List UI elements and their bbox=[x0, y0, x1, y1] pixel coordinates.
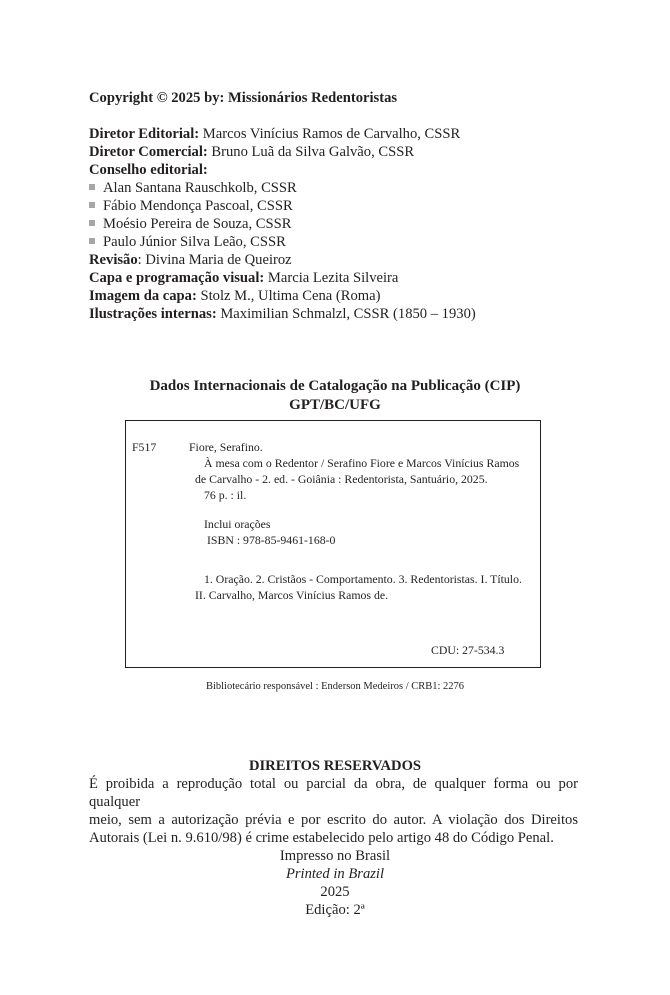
bullet-icon bbox=[89, 238, 95, 244]
credit-ilustracoes bbox=[89, 305, 476, 323]
bullet-icon bbox=[89, 202, 95, 208]
conselho-member bbox=[89, 179, 297, 197]
cip-note: Inclui orações bbox=[204, 517, 271, 531]
credit-label: Diretor Editorial: bbox=[89, 126, 200, 142]
credit-conselho bbox=[89, 161, 208, 179]
member-name: Fábio Mendonça Pascoal, CSSR bbox=[103, 198, 293, 214]
cip-title-line: À mesa com o Redentor / Serafino Fiore e Marcos Vinícius Ramos bbox=[204, 456, 520, 470]
credit-imagem bbox=[89, 287, 380, 305]
rights-line: É proibida a reprodução total ou parcial da obra, de qualquer forma ou por qualquer bbox=[89, 776, 578, 810]
conselho-member bbox=[89, 197, 293, 215]
cip-subjects: II. Carvalho, Marcos Vinícius Ramos de. bbox=[195, 588, 389, 602]
printed-in-pt: Impresso no Brasil bbox=[279, 848, 391, 864]
printed-in-en-text: Printed in Brazil bbox=[285, 866, 385, 882]
copyright-line bbox=[89, 89, 397, 107]
cip-pages: 76 p. : il. bbox=[204, 488, 247, 502]
rights-text bbox=[89, 775, 578, 847]
credit-value: Marcia Lezita Silveira bbox=[264, 270, 399, 286]
cip-author: Fiore, Serafino. bbox=[189, 440, 263, 454]
edition: Edição: 2ª bbox=[305, 902, 365, 918]
credit-label: Diretor Comercial: bbox=[89, 144, 208, 160]
cip-cdu: CDU: 27-534.3 bbox=[431, 643, 505, 657]
credit-value: Bruno Luã da Silva Galvão, CSSR bbox=[207, 144, 415, 160]
member-name: Alan Santana Rauschkolb, CSSR bbox=[103, 180, 297, 196]
cip-subtitle: GPT/BC/UFG bbox=[289, 397, 381, 413]
credit-revisao bbox=[89, 251, 292, 269]
conselho-member bbox=[89, 233, 286, 251]
member-name: Moésio Pereira de Souza, CSSR bbox=[103, 216, 292, 232]
rights-title: DIREITOS RESERVADOS bbox=[248, 758, 422, 774]
cip-title-line: de Carvalho - 2. ed. - Goiânia : Redentorista, Santuário, 2025. bbox=[195, 472, 488, 486]
credit-label: Conselho editorial: bbox=[89, 162, 208, 178]
credit-capa bbox=[89, 269, 398, 287]
credit-value: Stolz M., Ultima Cena (Roma) bbox=[196, 288, 381, 304]
credit-value: Maximilian Schmalzl, CSSR (1850 – 1930) bbox=[216, 306, 476, 322]
credit-value: Marcos Vinícius Ramos de Carvalho, CSSR bbox=[199, 126, 461, 142]
librarian-credit: Bibliotecário responsável : Enderson Medeiros / CRB1: 2276 bbox=[205, 681, 465, 692]
cip-isbn: ISBN : 978-85-9461-168-0 bbox=[207, 533, 336, 547]
conselho-member bbox=[89, 215, 292, 233]
cip-code: F517 bbox=[132, 440, 157, 454]
member-name: Paulo Júnior Silva Leão, CSSR bbox=[103, 234, 286, 250]
credit-value: : Divina Maria de Queiroz bbox=[137, 252, 292, 268]
cip-title: Dados Internacionais de Catalogação na Publicação (CIP) bbox=[149, 378, 521, 394]
credit-label: Revisão bbox=[89, 252, 138, 268]
cip-subjects: 1. Oração. 2. Cristãos - Comportamento. 3. Redentoristas. I. Título. bbox=[204, 572, 522, 586]
credit-diretor-comercial bbox=[89, 143, 414, 161]
copyright-text: Copyright © 2025 by: Missionários Redentoristas bbox=[89, 90, 398, 106]
year: 2025 bbox=[320, 884, 350, 900]
credit-label: Ilustrações internas: bbox=[89, 306, 217, 322]
credit-diretor-editorial bbox=[89, 125, 460, 143]
rights-line: Autorais (Lei n. 9.610/98) é crime estabelecido pelo artigo 48 do Código Penal. bbox=[89, 830, 554, 846]
printed-in-en bbox=[0, 865, 670, 883]
credit-label: Imagem da capa: bbox=[89, 288, 197, 304]
credit-label: Capa e programação visual: bbox=[89, 270, 265, 286]
bullet-icon bbox=[89, 220, 95, 226]
bullet-icon bbox=[89, 184, 95, 190]
cip-record-box bbox=[125, 420, 541, 668]
rights-line: meio, sem a autorização prévia e por escrito do autor. A violação dos Direitos bbox=[89, 812, 578, 828]
